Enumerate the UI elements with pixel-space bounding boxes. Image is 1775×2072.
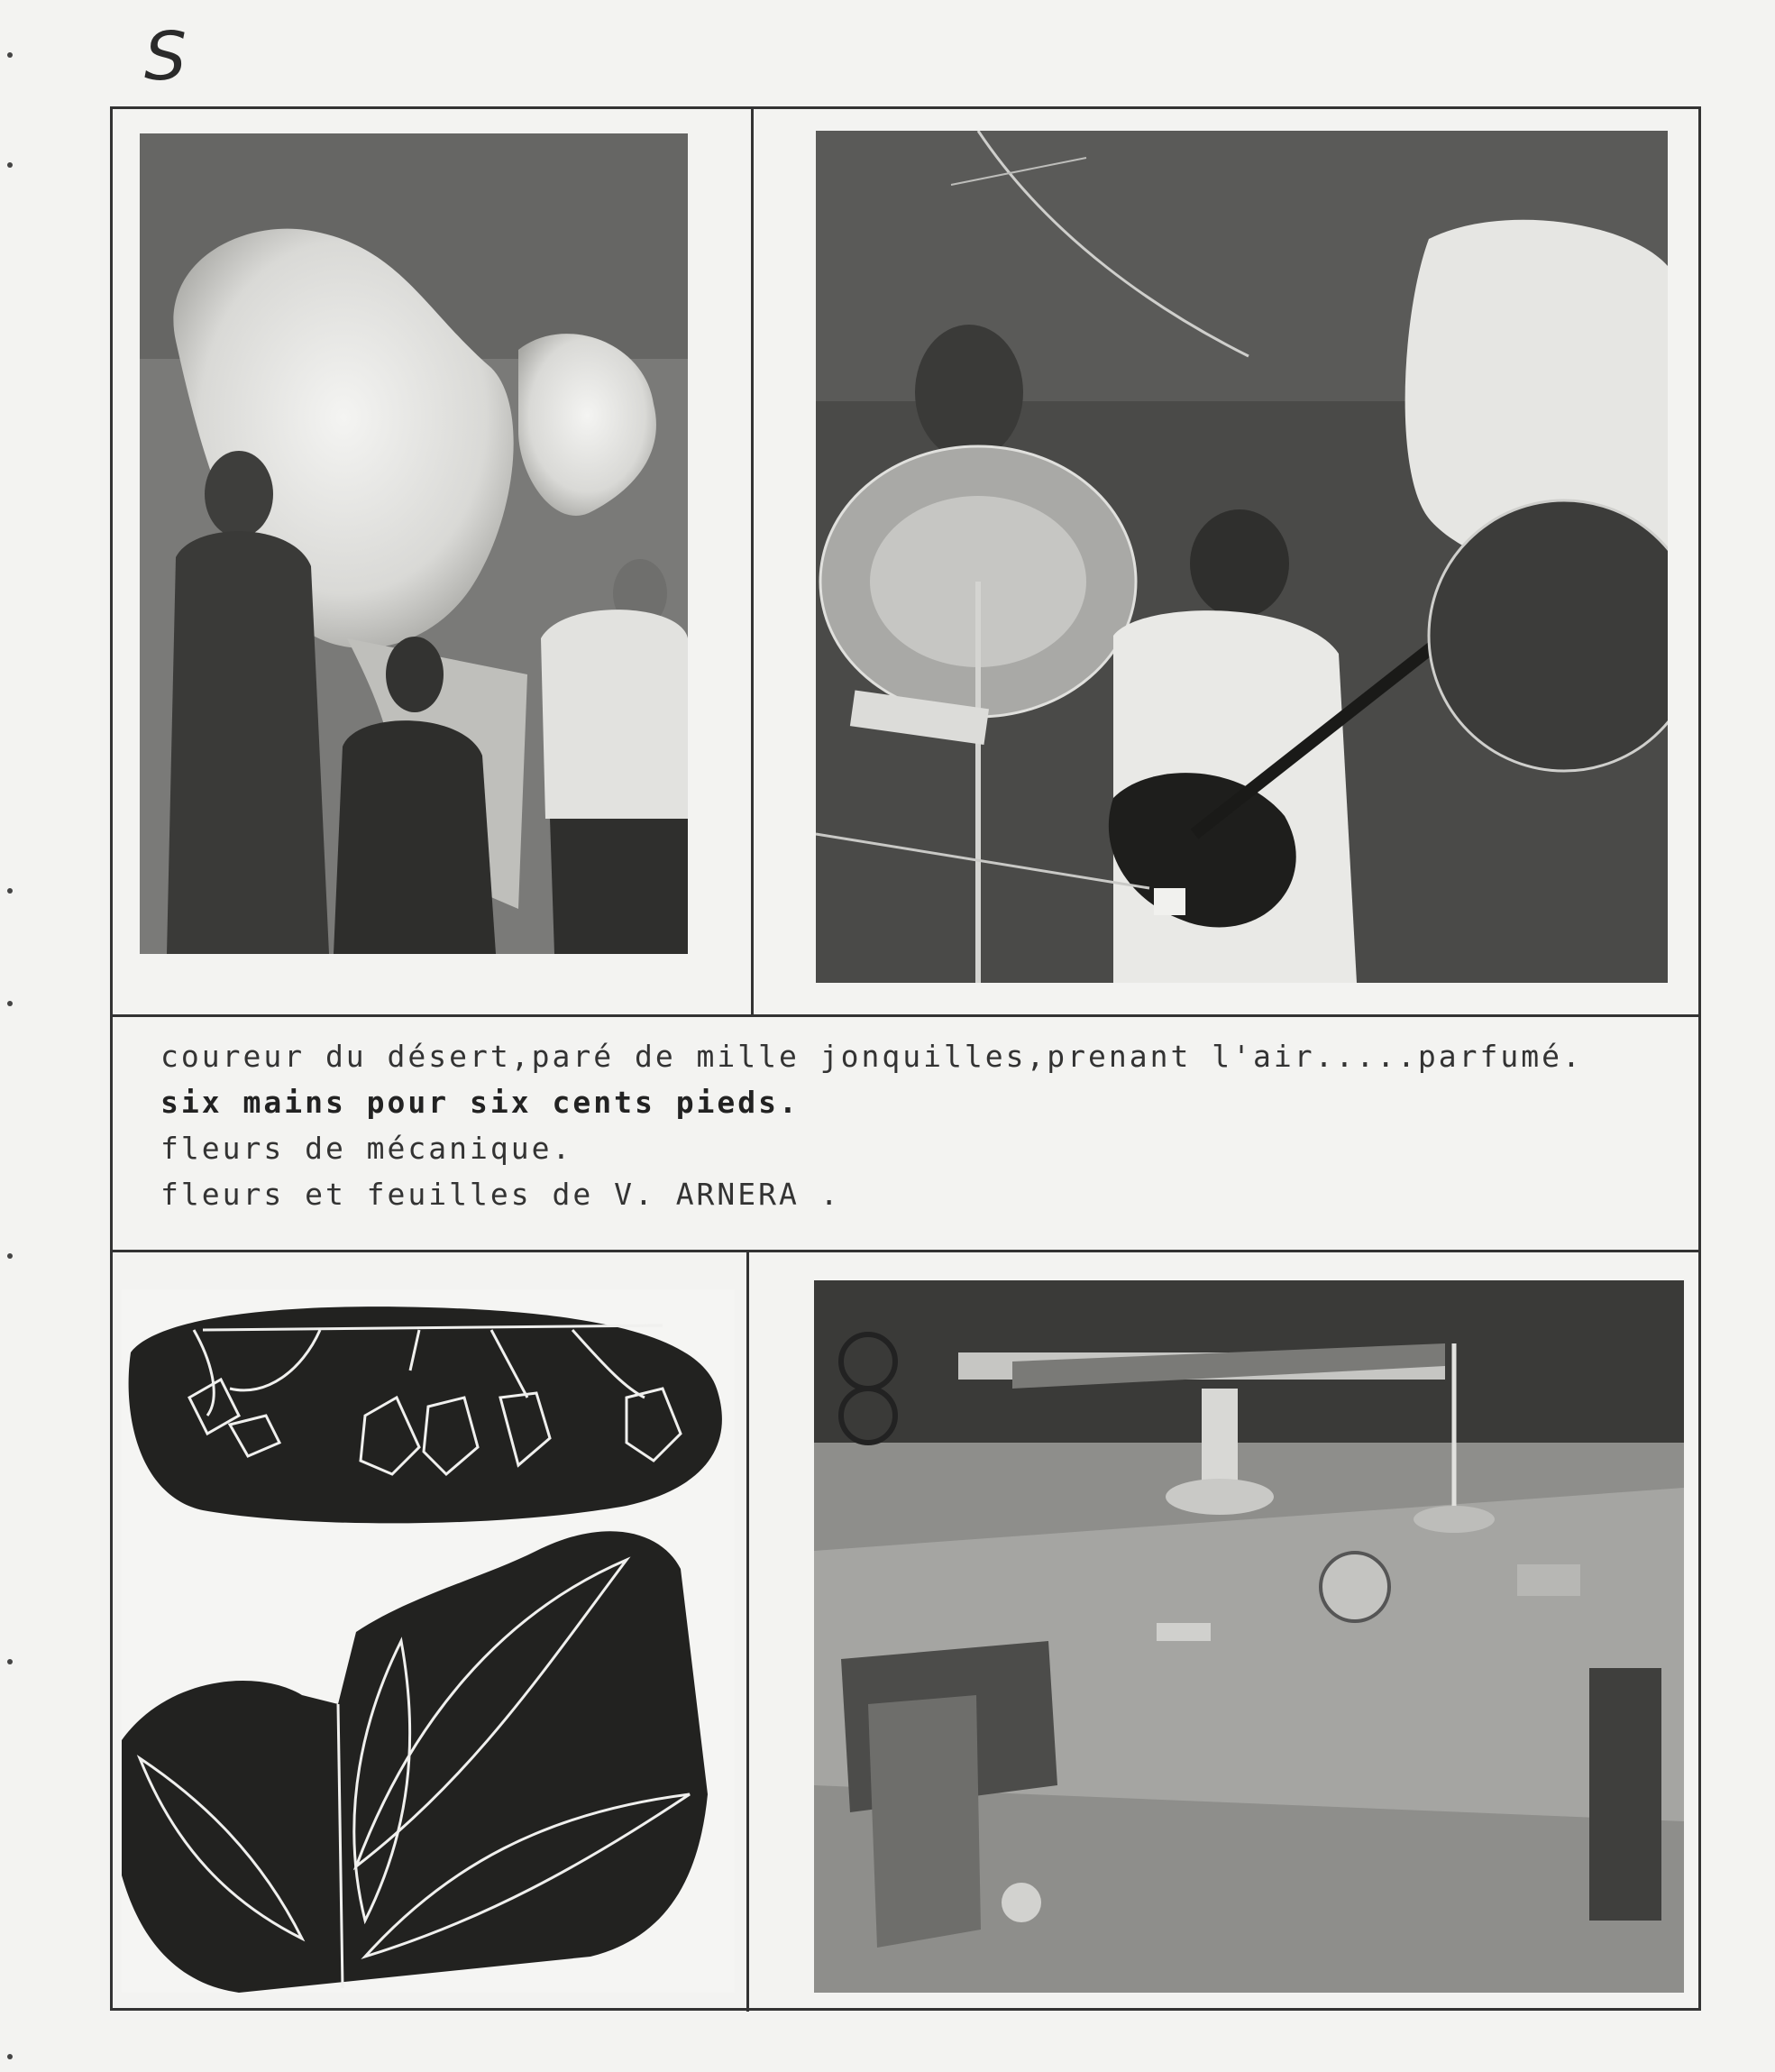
binding-hole — [7, 162, 13, 168]
caption-line-2: six mains pour six cents pieds. — [160, 1085, 800, 1120]
photo-workshop — [814, 1280, 1684, 1993]
divider — [110, 1250, 1701, 1252]
binding-hole — [7, 1253, 13, 1259]
photo-linocuts — [122, 1289, 735, 1993]
binding-hole — [7, 1659, 13, 1664]
divider — [746, 1250, 749, 2012]
divider — [110, 1014, 1701, 1017]
caption-line-4: fleurs et feuilles de V. ARNERA . — [160, 1177, 841, 1212]
page-letter: S — [144, 18, 187, 96]
photo-musicians — [816, 131, 1668, 983]
binding-hole — [7, 888, 13, 894]
binding-hole — [7, 2054, 13, 2059]
caption-line-3: fleurs de mécanique. — [160, 1131, 573, 1166]
photo-sculpture-group — [140, 133, 688, 954]
binding-hole — [7, 52, 13, 58]
binding-hole — [7, 1001, 13, 1006]
divider — [751, 106, 754, 1017]
caption-line-1: coureur du désert,paré de mille jonquilles,prenant l'air.....parfumé. — [160, 1039, 1583, 1074]
